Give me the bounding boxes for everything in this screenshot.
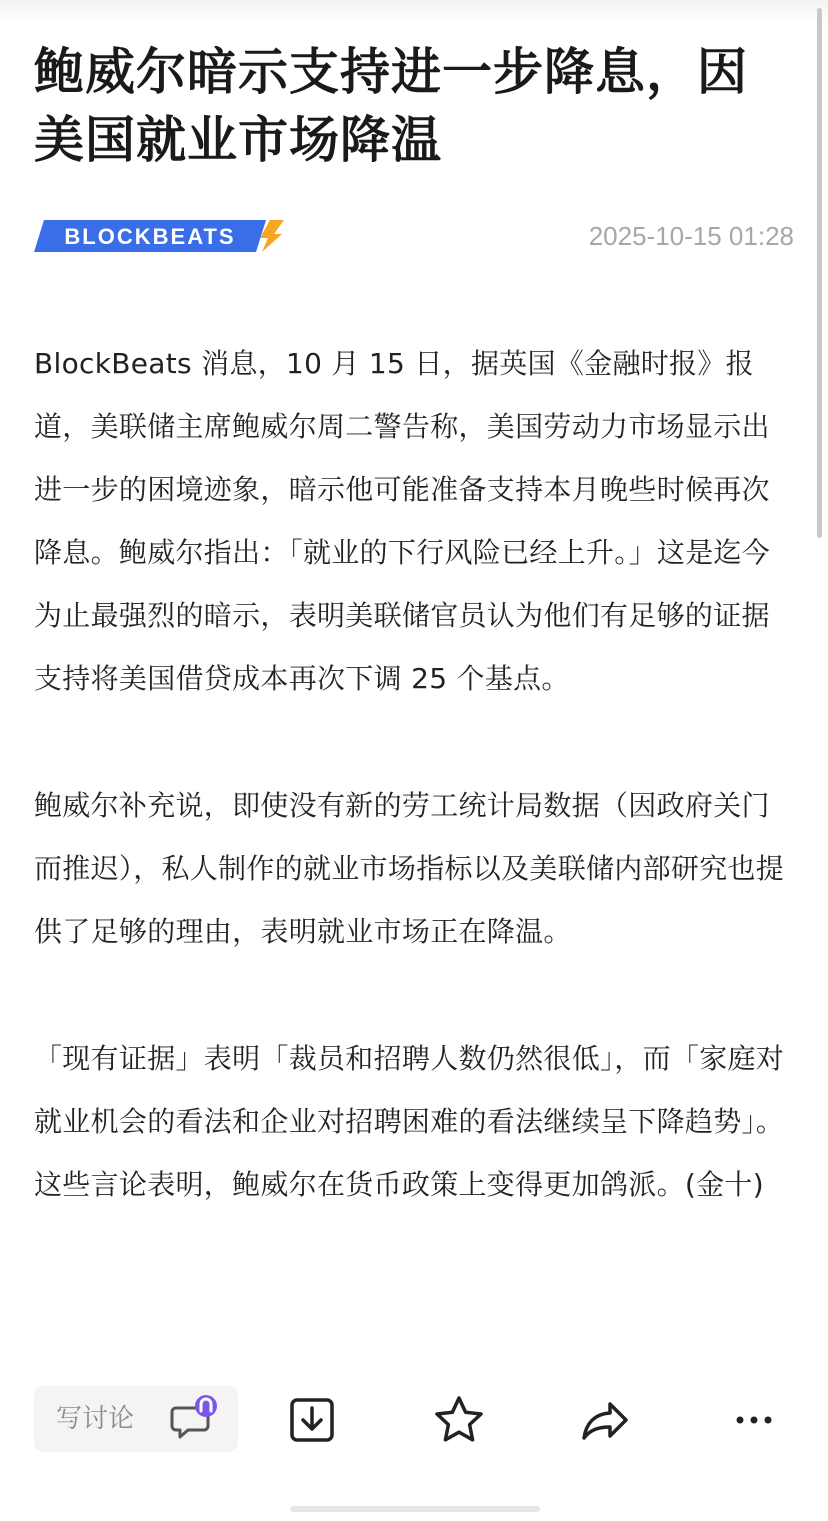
article-meta bbox=[34, 214, 794, 258]
download-icon[interactable] bbox=[286, 1394, 338, 1446]
more-dots-icon[interactable] bbox=[728, 1394, 780, 1446]
write-comment-button[interactable] bbox=[34, 1386, 238, 1452]
article-title: 鲍威尔暗示支持进一步降息，因美国就业市场降温 bbox=[34, 43, 748, 169]
share-arrow-icon[interactable] bbox=[580, 1394, 632, 1446]
blockbeats-logo bbox=[34, 220, 284, 252]
comment-bubble-icon bbox=[170, 1394, 222, 1442]
article-paragraph: 「现有证据」表明「裁员和招聘人数仍然很低」，而「家庭对就业机会的看法和企业对招聘困难的看法继续呈下降趋势」。这些言论表明，鲍威尔在货币政策上变得更加鸽派。(金十) bbox=[34, 1042, 785, 1201]
logo-wordmark: BLOCKBEATS bbox=[64, 224, 236, 249]
write-comment-label: 写讨论 bbox=[56, 1404, 135, 1434]
star-icon[interactable] bbox=[433, 1394, 485, 1446]
home-indicator bbox=[290, 1506, 540, 1512]
article-body bbox=[34, 332, 794, 1280]
publish-date: 2025-10-15 01:28 bbox=[588, 221, 794, 251]
article-paragraph: 鲍威尔补充说，即使没有新的劳工统计局数据（因政府关门而推迟），私人制作的就业市场指标以及美联储内部研究也提供了足够的理由，表明就业市场正在降温。 bbox=[34, 789, 785, 948]
scrollbar[interactable] bbox=[817, 8, 822, 538]
article-paragraph: BlockBeats 消息，10 月 15 日，据英国《金融时报》报道，美联储主席鲍威尔周二警告称，美国劳动力市场显示出进一步的困境迹象，暗示他可能准备支持本月晚些时候再次降息。鲍威尔指出：「就业的下行风险已经上升。」这是迄今为止最强烈的暗示，表明美联储官员认为他们有足够的证据支持将美国借贷成本再次下调 25 个基点。 bbox=[34, 347, 771, 695]
top-fade bbox=[0, 0, 828, 22]
bottom-action-bar bbox=[0, 1380, 828, 1460]
